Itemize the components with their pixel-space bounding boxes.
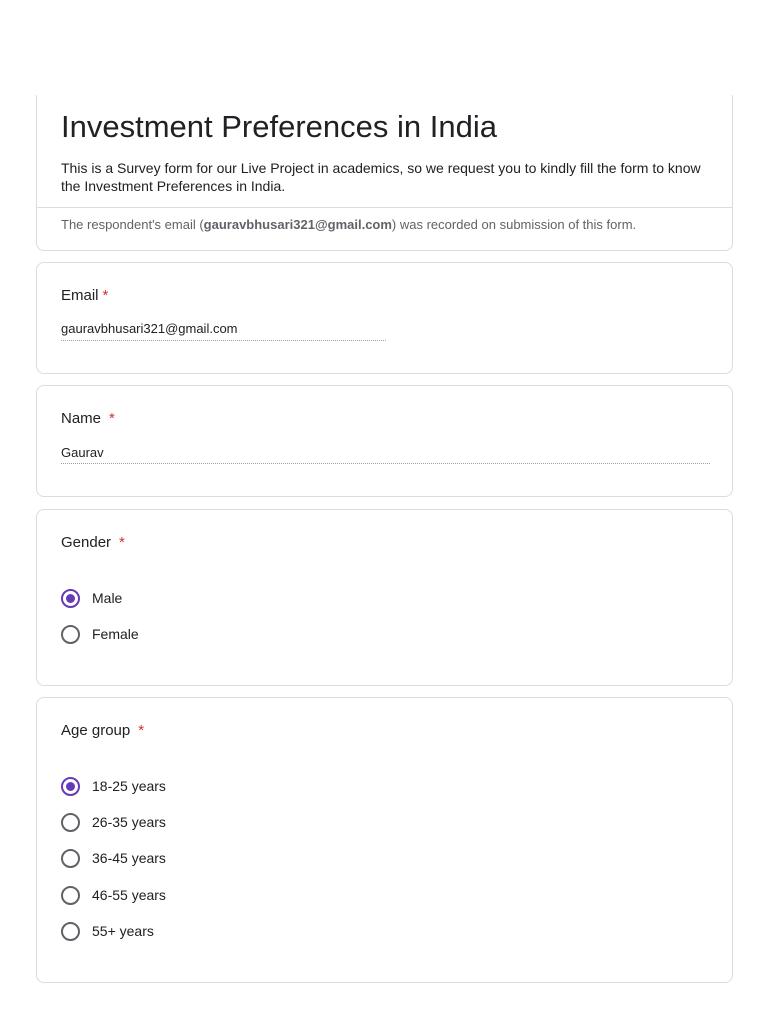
question-label [61,287,108,304]
email-answer-underline [61,340,386,341]
radio-selected-icon[interactable] [61,777,80,796]
required-asterisk: * [102,287,109,304]
option-label: 18-25 years [92,778,166,794]
form-description: This is a Survey form for our Live Project in academics, so we request you to kindly fill the form to know the Investment Preferences in India. [61,160,701,194]
question-name [36,385,733,497]
required-asterisk: * [109,410,115,427]
email-answer[interactable]: gauravbhusari321@gmail.com [61,321,238,336]
form-title: Investment Preferences in India [61,109,497,144]
email-note-address: gauravbhusari321@gmail.com [203,217,392,232]
gender-label: Gender [61,534,112,551]
question-age-group [36,697,733,983]
option-label: Male [92,590,123,606]
radio-unselected-icon[interactable] [61,922,80,941]
required-asterisk: * [138,722,145,739]
gender-option-male[interactable] [61,588,122,608]
question-gender [36,509,733,686]
form-header-card [36,95,733,251]
gender-option-female[interactable] [61,624,139,644]
required-asterisk: * [119,534,125,551]
age-option-46-55[interactable] [61,885,166,905]
radio-unselected-icon[interactable] [61,625,80,644]
question-label [61,722,144,739]
option-label: 46-55 years [92,887,166,903]
radio-unselected-icon[interactable] [61,886,80,905]
radio-unselected-icon[interactable] [61,813,80,832]
question-label [61,410,115,427]
option-label: 26-35 years [92,814,166,830]
name-answer-underline [61,463,710,464]
respondent-email-note [61,217,636,232]
age-option-26-35[interactable] [61,812,166,832]
name-answer[interactable]: Gaurav [61,445,104,460]
option-label: 55+ years [92,923,154,939]
name-label: Name [61,410,102,427]
email-note-prefix: The respondent's email ( [61,217,204,232]
question-email [36,262,733,374]
header-divider [37,207,732,208]
age-option-55-plus[interactable] [61,921,154,941]
age-option-36-45[interactable] [61,848,166,868]
option-label: 36-45 years [92,850,166,866]
age-option-18-25[interactable] [61,776,166,796]
radio-selected-icon[interactable] [61,589,80,608]
question-label [61,534,125,551]
option-label: Female [92,626,139,642]
radio-unselected-icon[interactable] [61,849,80,868]
age-group-label: Age group [61,722,131,739]
email-note-suffix: ) was recorded on submission of this form. [391,217,637,232]
email-label: Email [61,287,99,304]
